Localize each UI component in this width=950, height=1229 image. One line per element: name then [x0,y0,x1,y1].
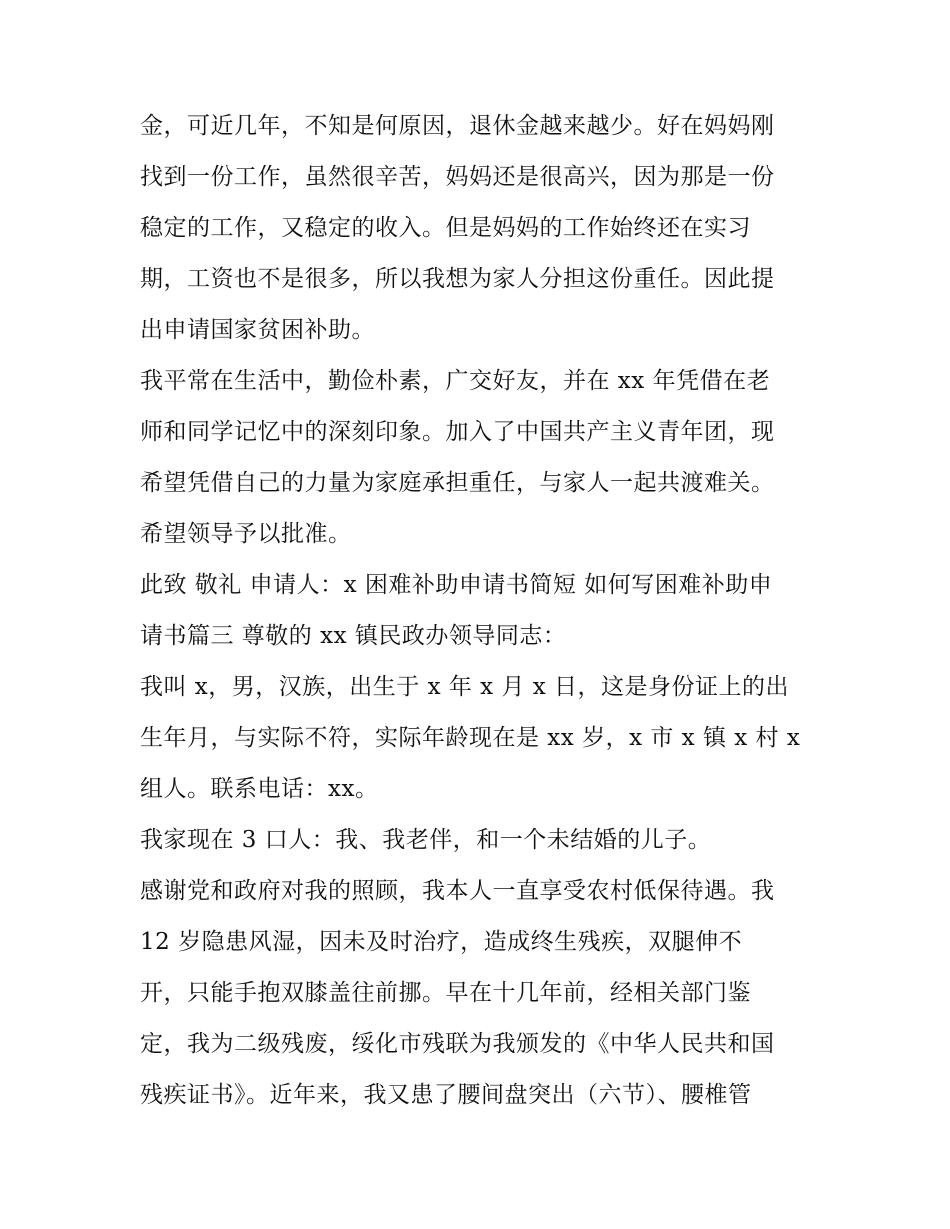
text-line: 找到一份工作，虽然很辛苦，妈妈还是很高兴，因为那是一份 [140,164,775,190]
text-line: 师和同学记忆中的深刻印象。加入了中国共产主义青年团，现 [140,419,775,445]
text-line: 生年月，与实际不符，实际年龄现在是 xx 岁，x 市 x 镇 x 村 x [140,725,801,751]
text-line: 感谢党和政府对我的照顾，我本人一直享受农村低保待遇。我 [140,878,775,904]
text-line: 稳定的工作，又稳定的收入。但是妈妈的工作始终还在实习 [140,215,751,241]
body-text [140,101,820,1121]
text-line: 金，可近几年，不知是何原因，退休金越来越少。好在妈妈刚 [140,113,775,139]
text-line: 组人。联系电话：xx。 [140,776,379,802]
text-line: 定，我为二级残废，绥化市残联为我颁发的《中华人民共和国 [140,1031,775,1057]
text-line: 期，工资也不是很多，所以我想为家人分担这份重任。因此提 [140,266,775,292]
text-line: 残疾证书》。近年来，我又患了腰间盘突出（六节）、腰椎管 [140,1082,752,1108]
text-line: 此致 敬礼 申请人：x 困难补助申请书简短 如何写困难补助申 [140,572,773,598]
text-line: 12 岁隐患风湿，因未及时治疗，造成终生残疾，双腿伸不 [140,929,743,955]
text-line: 我叫 x，男，汉族，出生于 x 年 x 月 x 日，这是身份证上的出 [140,674,790,700]
text-line: 出申请国家贫困补助。 [140,317,375,343]
text-line: 希望领导予以批准。 [140,521,352,547]
text-line: 希望凭借自己的力量为家庭承担重任，与家人一起共渡难关。 [140,470,775,496]
text-line: 开，只能手抱双膝盖往前挪。早在十几年前，经相关部门鉴 [140,980,751,1006]
text-line: 我平常在生活中，勤俭朴素，广交好友，并在 xx 年凭借在老 [140,368,771,394]
text-line: 我家现在 3 口人：我、我老伴，和一个未结婚的儿子。 [140,827,712,853]
text-line: 请书篇三 尊敬的 xx 镇民政办领导同志： [140,623,567,649]
